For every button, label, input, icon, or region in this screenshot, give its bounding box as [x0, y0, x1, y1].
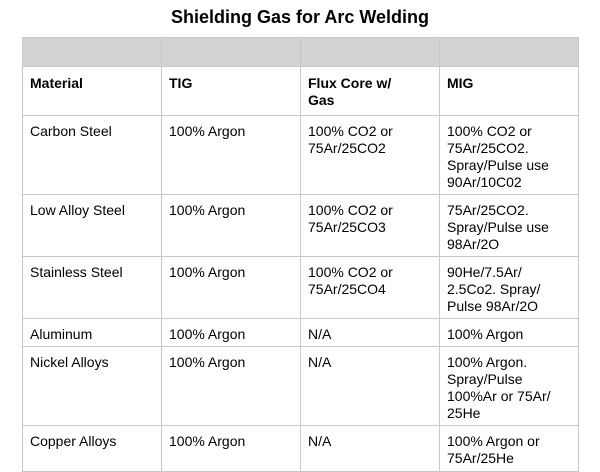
header-band-cell [440, 38, 579, 67]
tig-cell: 100% Argon [162, 347, 301, 426]
mig-cell: 100% Argon [440, 319, 579, 347]
mig-cell: 100% CO2 or 75Ar/25CO2. Spray/Pulse use 90Ar/10C02 [440, 116, 579, 195]
column-header-flux-core: Flux Core w/ Gas [301, 67, 440, 116]
table-row [23, 116, 579, 195]
table-row [23, 319, 579, 347]
material-cell: Stainless Steel [23, 257, 162, 319]
column-header-material: Material [23, 67, 162, 116]
tig-cell: 100% Argon [162, 195, 301, 257]
column-header-tig: TIG [162, 67, 301, 116]
header-band-cell [301, 38, 440, 67]
flux-core-cell: 100% CO2 or 75Ar/25CO3 [301, 195, 440, 257]
flux-core-cell: N/A [301, 426, 440, 472]
page-title: Shielding Gas for Arc Welding [170, 7, 430, 27]
table-header-band [23, 38, 579, 67]
flux-core-cell: N/A [301, 347, 440, 426]
column-header-mig: MIG [440, 67, 579, 116]
mig-cell: 100% Argon or 75Ar/25He [440, 426, 579, 472]
mig-cell: 100% Argon. Spray/Pulse 100%Ar or 75Ar/ 25He [440, 347, 579, 426]
mig-cell: 75Ar/25CO2. Spray/Pulse use 98Ar/2O [440, 195, 579, 257]
tig-cell: 100% Argon [162, 116, 301, 195]
tig-cell: 100% Argon [162, 319, 301, 347]
material-cell: Nickel Alloys [23, 347, 162, 426]
header-band-cell [23, 38, 162, 67]
tig-cell: 100% Argon [162, 257, 301, 319]
table-row [23, 195, 579, 257]
column-header-row [23, 67, 579, 116]
material-cell: Low Alloy Steel [23, 195, 162, 257]
flux-core-cell: N/A [301, 319, 440, 347]
mig-cell: 90He/7.5Ar/ 2.5Co2. Spray/ Pulse 98Ar/2O [440, 257, 579, 319]
flux-core-cell: 100% CO2 or 75Ar/25CO2 [301, 116, 440, 195]
tig-cell: 100% Argon [162, 426, 301, 472]
flux-core-cell: 100% CO2 or 75Ar/25CO4 [301, 257, 440, 319]
material-cell: Aluminum [23, 319, 162, 347]
table-row [23, 257, 579, 319]
shielding-gas-table [22, 37, 579, 472]
material-cell: Carbon Steel [23, 116, 162, 195]
table-row [23, 347, 579, 426]
header-band-cell [162, 38, 301, 67]
table-row [23, 426, 579, 472]
material-cell: Copper Alloys [23, 426, 162, 472]
